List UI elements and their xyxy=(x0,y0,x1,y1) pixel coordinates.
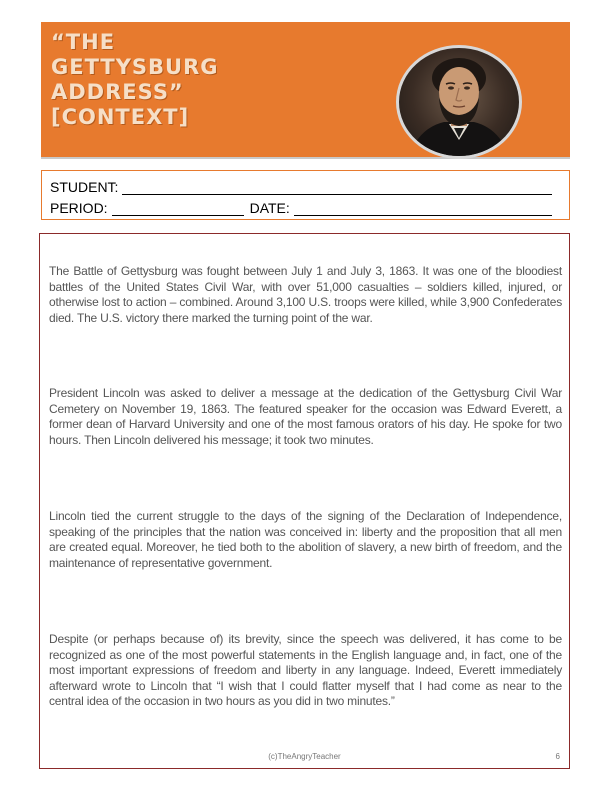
student-row xyxy=(50,175,561,195)
student-label: STUDENT: xyxy=(50,179,119,195)
period-date-row xyxy=(50,196,561,216)
title-line: ADDRESS” xyxy=(51,80,184,104)
lincoln-portrait xyxy=(396,45,522,159)
reading-passage xyxy=(39,233,570,769)
portrait-illustration xyxy=(399,48,519,156)
date-label: DATE: xyxy=(249,200,290,216)
period-field[interactable] xyxy=(112,202,244,216)
paragraph: Lincoln tied the current struggle to the days of the signing of the Declaration of Independence, speaking of the principles that the nation was conceived in: liberty and the proposition that all men are created equal. Moreover, he tied both to the abolition of slavery, a new birth of freedom, and the maintenance of representative government. xyxy=(49,509,562,570)
page-title xyxy=(51,30,381,130)
period-label: PERIOD: xyxy=(50,200,108,216)
paragraph: Despite (or perhaps because of) its brevity, since the speech was delivered, it has come to be recognized as one of the most powerful statements in the English language and, in fact, one of the most important expressions of freedom and liberty in any language. Indeed, Everett immediately afterward wrote to Lincoln that “I wish that I could flatter myself that I had come as near to the central idea of the occasion in two hours as you did in two minutes.” xyxy=(49,632,562,708)
title-line: “THE xyxy=(51,30,116,54)
student-name-field[interactable] xyxy=(122,181,552,195)
paragraph: The Battle of Gettysburg was fought between July 1 and July 3, 1863. It was one of the bloodiest battles of the United States Civil War, with over 51,000 casualties – soldiers killed, injured, or otherwise lost to action – combined. Around 3,100 U.S. troops were killed, while 3,900 Confederates died. The U.S. victory there marked the turning point of the war. xyxy=(49,264,562,325)
date-field[interactable] xyxy=(294,202,552,216)
student-info-form xyxy=(41,170,570,220)
title-line: [CONTEXT] xyxy=(51,105,190,129)
page-number: 6 xyxy=(555,752,560,761)
title-line: GETTYSBURG xyxy=(51,55,219,79)
footer-credit: (c)TheAngryTeacher xyxy=(268,752,341,761)
paragraph: President Lincoln was asked to deliver a message at the dedication of the Gettysburg Civil War Cemetery on November 19, 1863. The featured speaker for the occasion was Edward Everett, a former dean of Harvard University and one of the most famous orators of his day. He spoke for two hours. Then Lincoln delivered his message; it took two minutes. xyxy=(49,386,562,447)
